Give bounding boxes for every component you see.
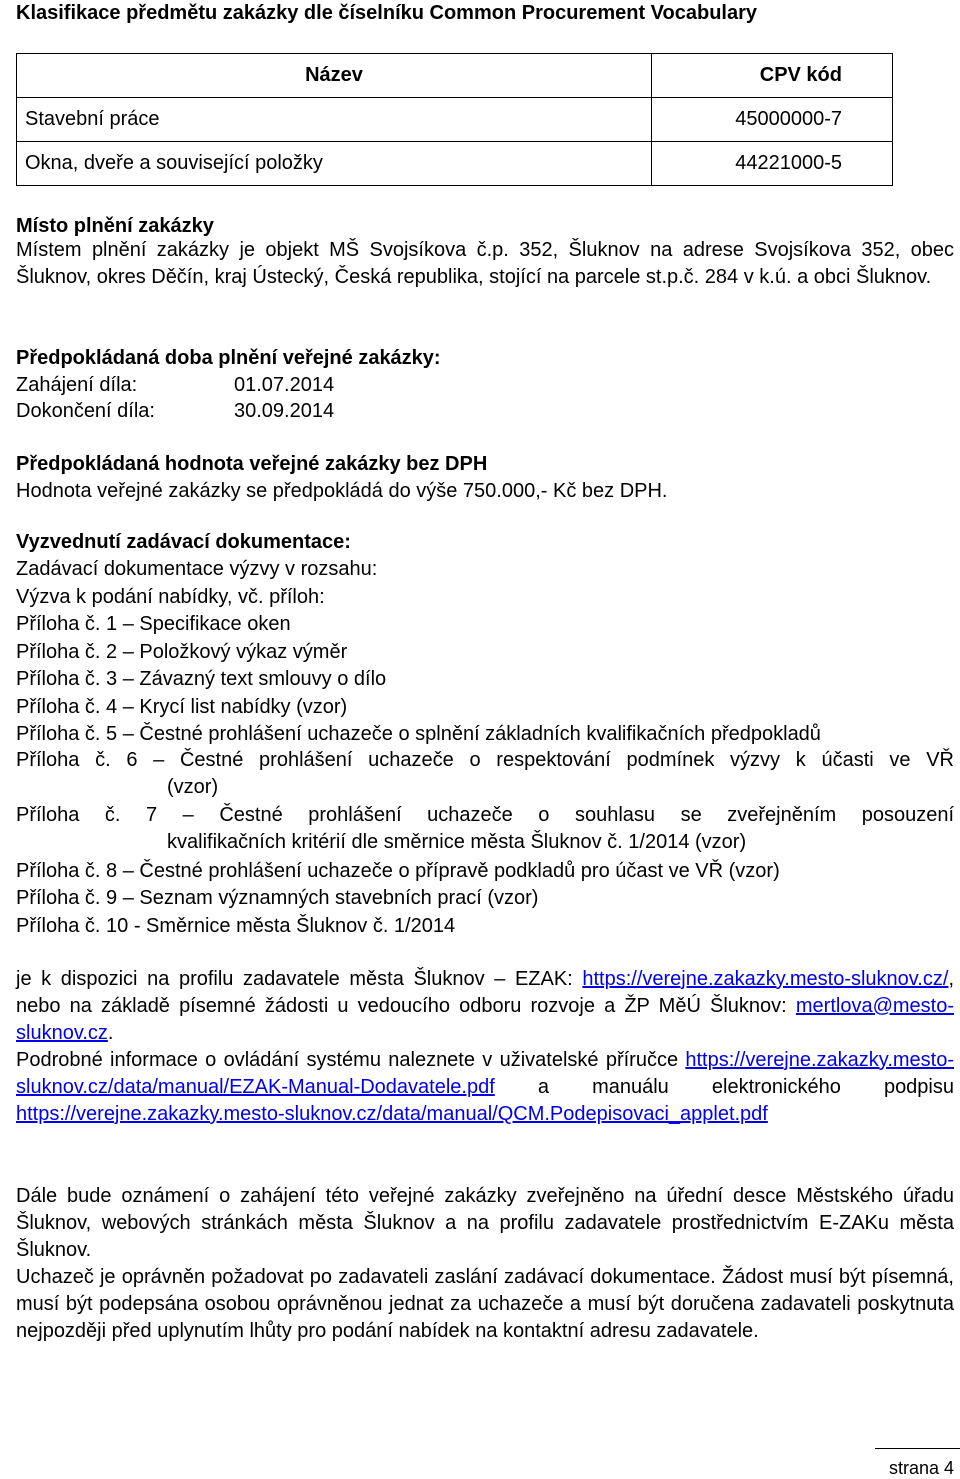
list-item: Příloha č. 1 – Specifikace oken: [16, 613, 291, 635]
dispozice-text-a: je k dispozici na profilu zadavatele města Šluknov – EZAK:: [16, 968, 583, 990]
qcm-link[interactable]: https://verejne.zakazky.mesto-sluknov.cz/data/manual/QCM.Podepisovaci_applet.pdf: [16, 1103, 768, 1125]
cpv-header-code: CPV kód: [652, 54, 893, 98]
cpv-table: [16, 53, 893, 186]
attachment-7: [16, 802, 954, 856]
list-item: Příloha č. 5 – Čestné prohlášení uchazeče o splnění základních kvalifikačních předpokladů: [16, 723, 821, 745]
attachment-7-text: Příloha č. 7 – Čestné prohlášení uchazeče o souhlasu se zveřejněním posouzení: [16, 804, 954, 826]
doba-title: Předpokládaná doba plnění veřejné zakázky:: [16, 347, 441, 369]
dokumentace-title: Vyzvednutí zadávací dokumentace:: [16, 531, 351, 553]
doba-start-value: 01.07.2014: [234, 374, 335, 396]
list-item: Příloha č. 8 – Čestné prohlášení uchazeče o přípravě podkladů pro účast ve VŘ (vzor): [16, 860, 780, 882]
attachment-7-cont: kvalifikačních kritérií dle směrnice města Šluknov č. 1/2014 (vzor): [167, 831, 747, 853]
cpv-cell-code: 44221000-5: [652, 142, 893, 186]
dispozice-text-c: .: [107, 1022, 114, 1044]
page-heading: Klasifikace předmětu zakázky dle číselníku Common Procurement Vocabulary: [16, 2, 758, 24]
cpv-header-name: Název: [17, 54, 652, 98]
hodnota-title: Předpokládaná hodnota veřejné zakázky bez DPH: [16, 453, 488, 475]
ezak-link[interactable]: https://verejne.zakazky.mesto-sluknov.cz/: [582, 968, 949, 990]
email-link[interactable]: mertlova@mesto-sluknov.cz: [16, 995, 954, 1044]
doba-start-row: [16, 374, 334, 397]
doba-start-label: Zahájení díla:: [16, 374, 138, 396]
dispozice-text-b: , nebo na základě písemné žádosti u vedoucího odboru rozvoje a ŽP MěÚ Šluknov:: [16, 968, 954, 1017]
dispozice-text-d: Podrobné informace o ovládání systému naleznete v uživatelské příručce: [16, 1049, 686, 1071]
page-number: strana 4: [888, 1458, 954, 1478]
cpv-cell-name: Okna, dveře a související položky: [17, 142, 652, 186]
manual-link[interactable]: https://verejne.zakazky.mesto-sluknov.cz/data/manual/EZAK-Manual-Dodavatele.pdf: [16, 1049, 954, 1098]
table-row: [17, 98, 893, 142]
attachment-6-text: Příloha č. 6 – Čestné prohlášení uchazeče o respektování podmínek výzvy k účasti ve VŘ: [16, 749, 954, 771]
footer-rule: [875, 1448, 960, 1449]
cpv-cell-code: 45000000-7: [652, 98, 893, 142]
attachment-6-cont: (vzor): [167, 776, 219, 798]
misto-title: Místo plnění zakázky: [16, 215, 214, 237]
cpv-cell-name: Stavební práce: [17, 98, 652, 142]
list-item: Příloha č. 9 – Seznam významných stavebních prací (vzor): [16, 887, 539, 909]
dokumentace-line1: Zadávací dokumentace výzvy v rozsahu:: [16, 558, 378, 580]
dokumentace-line2: Výzva k podání nabídky, vč. příloh:: [16, 586, 325, 608]
list-item: Příloha č. 3 – Závazný text smlouvy o dílo: [16, 668, 387, 690]
doba-end-row: [16, 400, 334, 423]
doba-end-label: Dokončení díla:: [16, 400, 155, 422]
list-item: Příloha č. 10 - Směrnice města Šluknov č. 1/2014: [16, 915, 456, 937]
dispozice-text-e: a manuálu elektronického podpisu: [494, 1076, 954, 1098]
list-item: Příloha č. 2 – Položkový výkaz výměr: [16, 641, 348, 663]
list-item: Příloha č. 4 – Krycí list nabídky (vzor): [16, 696, 348, 718]
hodnota-text: Hodnota veřejné zakázky se předpokládá do výše 750.000,- Kč bez DPH.: [16, 480, 668, 502]
cpv-header-row: [17, 54, 893, 98]
oznameni-p2: Uchazeč je oprávněn požadovat po zadavateli zaslání zadávací dokumentace. Žádost musí být písemná, musí být podepsána osobou oprávněnou jednat za uchazeče a musí být doručena zadavateli poskytnuta nejpozději před uplynutím lhůty pro podání nabídek na kontaktní adresu zadavatele.: [16, 1266, 954, 1342]
doba-end-value: 30.09.2014: [234, 400, 335, 422]
dispozice-paragraph: [16, 966, 954, 1128]
attachment-6: [16, 747, 954, 801]
table-row: [17, 142, 893, 186]
oznameni-p1: Dále bude oznámení o zahájení této veřejné zakázky zveřejněno na úřední desce Městského úřadu Šluknov, webových stránkách města Šluknov a na profilu zadavatele prostřednictvím E-ZAKu města Šluknov.: [16, 1185, 954, 1261]
misto-text: Místem plnění zakázky je objekt MŠ Svojsíkova č.p. 352, Šluknov na adrese Svojsíkova 352, obec Šluknov, okres Děčín, kraj Ústecký, Česká republika, stojící na parcele st.p.č. 284 v k.ú. a obci Šluknov.: [16, 239, 954, 288]
